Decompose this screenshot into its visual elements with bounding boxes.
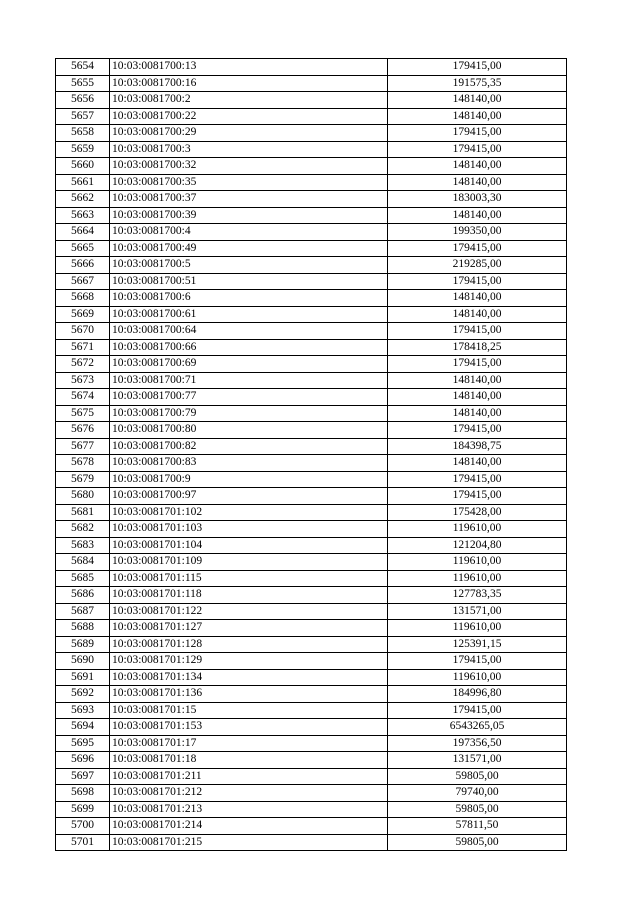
cadastral-value: 179415,00 (388, 240, 567, 257)
row-number: 5671 (56, 339, 110, 356)
cadastral-value: 148140,00 (388, 455, 567, 472)
table-row (56, 801, 567, 818)
row-number: 5659 (56, 141, 110, 158)
cadastral-value: 148140,00 (388, 92, 567, 109)
table-row (56, 504, 567, 521)
cadastral-value: 197356,50 (388, 735, 567, 752)
row-number: 5687 (56, 603, 110, 620)
cadastral-number: 10:03:0081701:213 (110, 801, 388, 818)
table-row (56, 537, 567, 554)
cadastral-number: 10:03:0081701:215 (110, 834, 388, 851)
cadastral-value: 148140,00 (388, 389, 567, 406)
row-number: 5654 (56, 59, 110, 76)
table-row (56, 488, 567, 505)
cadastral-value: 59805,00 (388, 834, 567, 851)
cadastral-number: 10:03:0081700:39 (110, 207, 388, 224)
cadastral-value: 219285,00 (388, 257, 567, 274)
row-number: 5701 (56, 834, 110, 851)
table-row (56, 702, 567, 719)
cadastral-number: 10:03:0081700:83 (110, 455, 388, 472)
cadastral-number: 10:03:0081701:109 (110, 554, 388, 571)
row-number: 5683 (56, 537, 110, 554)
table-row (56, 273, 567, 290)
cadastral-number: 10:03:0081700:79 (110, 405, 388, 422)
cadastral-value: 57811,50 (388, 818, 567, 835)
cadastral-value: 179415,00 (388, 356, 567, 373)
row-number: 5689 (56, 636, 110, 653)
cadastral-number: 10:03:0081700:9 (110, 471, 388, 488)
cadastral-value: 184398,75 (388, 438, 567, 455)
table-row (56, 620, 567, 637)
row-number: 5678 (56, 455, 110, 472)
table-row (56, 438, 567, 455)
row-number: 5660 (56, 158, 110, 175)
cadastral-value: 131571,00 (388, 752, 567, 769)
cadastral-value: 131571,00 (388, 603, 567, 620)
cadastral-value-table (55, 58, 567, 851)
cadastral-value: 179415,00 (388, 323, 567, 340)
row-number: 5669 (56, 306, 110, 323)
cadastral-number: 10:03:0081700:66 (110, 339, 388, 356)
table-row (56, 471, 567, 488)
row-number: 5655 (56, 75, 110, 92)
row-number: 5691 (56, 669, 110, 686)
cadastral-number: 10:03:0081700:2 (110, 92, 388, 109)
table-row (56, 521, 567, 538)
cadastral-value: 148140,00 (388, 372, 567, 389)
table-row (56, 455, 567, 472)
cadastral-value: 148140,00 (388, 108, 567, 125)
table-row (56, 389, 567, 406)
table-row (56, 240, 567, 257)
cadastral-number: 10:03:0081700:64 (110, 323, 388, 340)
table-row (56, 290, 567, 307)
cadastral-number: 10:03:0081700:5 (110, 257, 388, 274)
table-row (56, 686, 567, 703)
table-row (56, 339, 567, 356)
table-row (56, 752, 567, 769)
cadastral-value: 148140,00 (388, 405, 567, 422)
cadastral-value: 148140,00 (388, 174, 567, 191)
row-number: 5697 (56, 768, 110, 785)
row-number: 5700 (56, 818, 110, 835)
cadastral-number: 10:03:0081700:71 (110, 372, 388, 389)
row-number: 5675 (56, 405, 110, 422)
table-row (56, 735, 567, 752)
row-number: 5661 (56, 174, 110, 191)
cadastral-number: 10:03:0081700:61 (110, 306, 388, 323)
row-number: 5684 (56, 554, 110, 571)
row-number: 5685 (56, 570, 110, 587)
table-row (56, 75, 567, 92)
cadastral-value: 178418,25 (388, 339, 567, 356)
cadastral-number: 10:03:0081701:17 (110, 735, 388, 752)
table-row (56, 422, 567, 439)
cadastral-number: 10:03:0081701:15 (110, 702, 388, 719)
row-number: 5667 (56, 273, 110, 290)
table-row (56, 372, 567, 389)
cadastral-value: 179415,00 (388, 653, 567, 670)
cadastral-number: 10:03:0081701:115 (110, 570, 388, 587)
row-number: 5662 (56, 191, 110, 208)
cadastral-number: 10:03:0081701:18 (110, 752, 388, 769)
cadastral-number: 10:03:0081700:4 (110, 224, 388, 241)
table-row (56, 323, 567, 340)
cadastral-number: 10:03:0081701:128 (110, 636, 388, 653)
cadastral-value: 127783,35 (388, 587, 567, 604)
cadastral-value: 175428,00 (388, 504, 567, 521)
table-row (56, 356, 567, 373)
row-number: 5663 (56, 207, 110, 224)
row-number: 5665 (56, 240, 110, 257)
cadastral-number: 10:03:0081700:16 (110, 75, 388, 92)
cadastral-number: 10:03:0081700:37 (110, 191, 388, 208)
cadastral-number: 10:03:0081701:214 (110, 818, 388, 835)
cadastral-number: 10:03:0081700:13 (110, 59, 388, 76)
row-number: 5682 (56, 521, 110, 538)
row-number: 5670 (56, 323, 110, 340)
cadastral-number: 10:03:0081701:118 (110, 587, 388, 604)
table-row (56, 224, 567, 241)
row-number: 5693 (56, 702, 110, 719)
cadastral-value: 59805,00 (388, 801, 567, 818)
table-row (56, 636, 567, 653)
row-number: 5664 (56, 224, 110, 241)
table-row (56, 719, 567, 736)
table-row (56, 768, 567, 785)
table-row (56, 59, 567, 76)
cadastral-value: 179415,00 (388, 59, 567, 76)
cadastral-number: 10:03:0081700:22 (110, 108, 388, 125)
row-number: 5673 (56, 372, 110, 389)
row-number: 5668 (56, 290, 110, 307)
cadastral-number: 10:03:0081701:153 (110, 719, 388, 736)
table-row (56, 653, 567, 670)
cadastral-number: 10:03:0081701:103 (110, 521, 388, 538)
cadastral-value: 179415,00 (388, 471, 567, 488)
table-row (56, 818, 567, 835)
cadastral-value: 119610,00 (388, 570, 567, 587)
table-row (56, 834, 567, 851)
row-number: 5657 (56, 108, 110, 125)
cadastral-number: 10:03:0081700:29 (110, 125, 388, 142)
table-row (56, 141, 567, 158)
cadastral-value: 199350,00 (388, 224, 567, 241)
row-number: 5676 (56, 422, 110, 439)
cadastral-value: 179415,00 (388, 488, 567, 505)
table-row (56, 174, 567, 191)
row-number: 5690 (56, 653, 110, 670)
row-number: 5686 (56, 587, 110, 604)
table-row (56, 405, 567, 422)
table-body (56, 59, 567, 851)
row-number: 5677 (56, 438, 110, 455)
table-row (56, 587, 567, 604)
table-row (56, 125, 567, 142)
row-number: 5680 (56, 488, 110, 505)
cadastral-value: 125391,15 (388, 636, 567, 653)
row-number: 5696 (56, 752, 110, 769)
cadastral-number: 10:03:0081701:129 (110, 653, 388, 670)
table-row (56, 306, 567, 323)
row-number: 5692 (56, 686, 110, 703)
row-number: 5672 (56, 356, 110, 373)
table-row (56, 158, 567, 175)
cadastral-value: 148140,00 (388, 290, 567, 307)
cadastral-value: 79740,00 (388, 785, 567, 802)
cadastral-number: 10:03:0081700:77 (110, 389, 388, 406)
row-number: 5658 (56, 125, 110, 142)
cadastral-value: 6543265,05 (388, 719, 567, 736)
cadastral-value: 184996,80 (388, 686, 567, 703)
cadastral-value: 179415,00 (388, 422, 567, 439)
cadastral-value: 119610,00 (388, 554, 567, 571)
cadastral-value: 179415,00 (388, 125, 567, 142)
row-number: 5681 (56, 504, 110, 521)
cadastral-value: 179415,00 (388, 141, 567, 158)
cadastral-value: 179415,00 (388, 273, 567, 290)
cadastral-number: 10:03:0081700:97 (110, 488, 388, 505)
row-number: 5699 (56, 801, 110, 818)
table-row (56, 603, 567, 620)
table-row (56, 785, 567, 802)
row-number: 5656 (56, 92, 110, 109)
cadastral-number: 10:03:0081701:102 (110, 504, 388, 521)
table-row (56, 191, 567, 208)
cadastral-number: 10:03:0081701:127 (110, 620, 388, 637)
cadastral-value: 148140,00 (388, 306, 567, 323)
table-row (56, 207, 567, 224)
cadastral-number: 10:03:0081700:49 (110, 240, 388, 257)
cadastral-number: 10:03:0081700:6 (110, 290, 388, 307)
row-number: 5694 (56, 719, 110, 736)
cadastral-number: 10:03:0081700:3 (110, 141, 388, 158)
row-number: 5666 (56, 257, 110, 274)
cadastral-number: 10:03:0081700:69 (110, 356, 388, 373)
cadastral-number: 10:03:0081701:104 (110, 537, 388, 554)
table-row (56, 669, 567, 686)
cadastral-number: 10:03:0081701:134 (110, 669, 388, 686)
cadastral-number: 10:03:0081700:32 (110, 158, 388, 175)
row-number: 5679 (56, 471, 110, 488)
cadastral-number: 10:03:0081700:35 (110, 174, 388, 191)
cadastral-value: 183003,30 (388, 191, 567, 208)
table-row (56, 257, 567, 274)
cadastral-value: 191575,35 (388, 75, 567, 92)
cadastral-number: 10:03:0081701:122 (110, 603, 388, 620)
row-number: 5698 (56, 785, 110, 802)
cadastral-value: 148140,00 (388, 207, 567, 224)
table-row (56, 554, 567, 571)
cadastral-value: 59805,00 (388, 768, 567, 785)
cadastral-value: 121204,80 (388, 537, 567, 554)
table-row (56, 108, 567, 125)
table-row (56, 92, 567, 109)
cadastral-value: 119610,00 (388, 521, 567, 538)
row-number: 5688 (56, 620, 110, 637)
cadastral-number: 10:03:0081700:51 (110, 273, 388, 290)
cadastral-number: 10:03:0081701:211 (110, 768, 388, 785)
cadastral-number: 10:03:0081701:212 (110, 785, 388, 802)
cadastral-value: 179415,00 (388, 702, 567, 719)
cadastral-number: 10:03:0081700:82 (110, 438, 388, 455)
cadastral-number: 10:03:0081700:80 (110, 422, 388, 439)
cadastral-value: 119610,00 (388, 669, 567, 686)
cadastral-value: 148140,00 (388, 158, 567, 175)
row-number: 5674 (56, 389, 110, 406)
row-number: 5695 (56, 735, 110, 752)
cadastral-value: 119610,00 (388, 620, 567, 637)
cadastral-number: 10:03:0081701:136 (110, 686, 388, 703)
table-row (56, 570, 567, 587)
